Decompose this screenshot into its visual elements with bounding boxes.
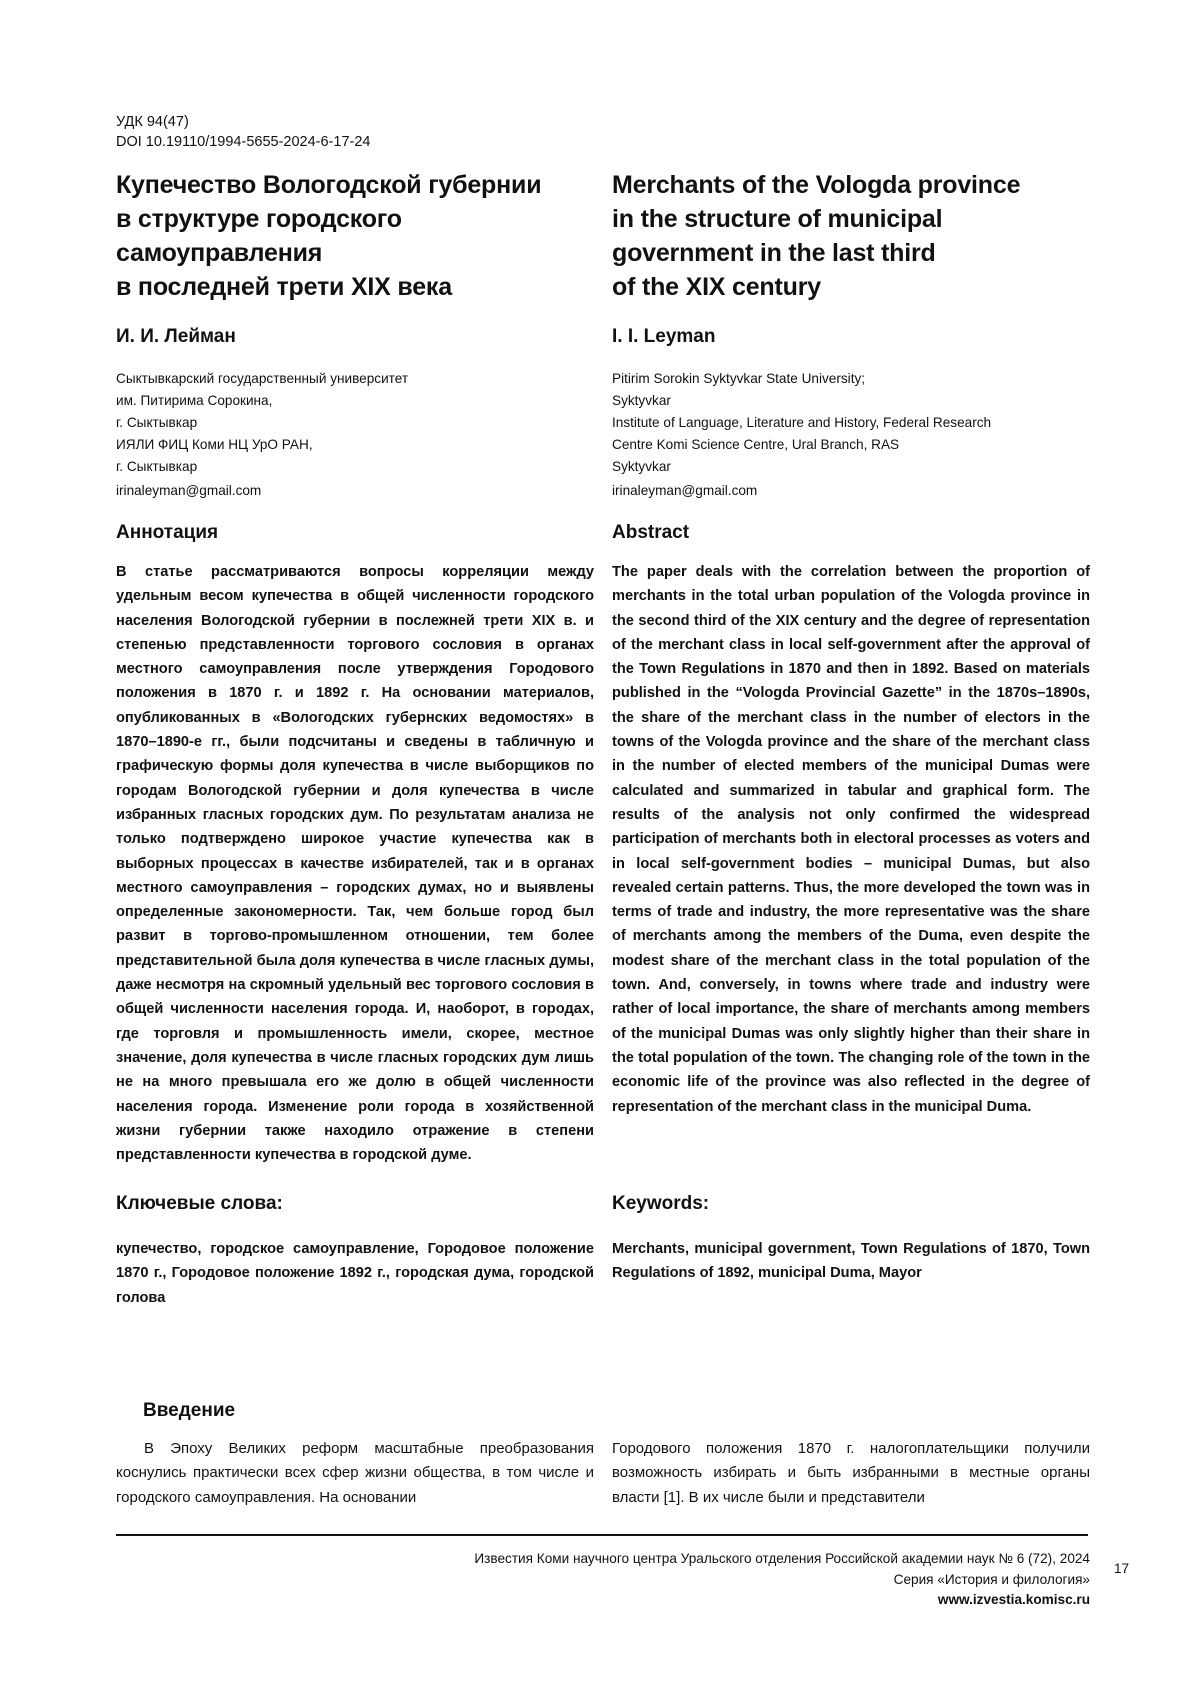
page-number: 17 [1114,1561,1130,1576]
journal-website-link[interactable]: www.izvestia.komisc.ru [937,1592,1090,1607]
email-en[interactable]: irinaleyman@gmail.com [612,483,758,498]
title-en [612,168,1090,304]
journal-series: Серия «История и филология» [893,1571,1090,1587]
title-ru-line: Купечество Вологодской губернии [116,171,542,199]
affiliation-line: Pitirim Sorokin Syktyvkar State University; [612,371,866,386]
affiliation-line: Institute of Language, Literature and History, Federal Research [612,415,992,430]
title-ru-line: в последней трети XIX века [116,273,452,301]
affiliation-line: г. Сыктывкар [116,459,198,474]
affiliation-line: Сыктывкарский государственный университет [116,371,409,386]
udk-code: УДК 94(47) [116,114,189,130]
email-ru[interactable]: irinaleyman@gmail.com [116,483,262,498]
intro-text-right: Городового положения 1870 г. налогоплательщики получили возможность избирать и быть избранными в местные органы власти [1]. В их числе были и представители [612,1440,1090,1506]
affiliation-line: ИЯЛИ ФИЦ Коми НЦ УрО РАН, [116,437,313,452]
affiliation-ru [116,368,594,478]
abstract-ru: В статье рассматриваются вопросы корреляции между удельным весом купечества в общей численности городского населения Вологодской губернии в послежней трети XIX в. и степенью представленности торгового сословия в органах местного самоуправления после утверждения Городового положения в 1870 г. и 1892 г. На основании материалов, опубликованных в «Вологодских губернских ведомостях» в 1870–1890-е гг., были подсчитаны и сведены в табличную и графическую формы доля купечества в числе выборщиков по городам Вологодской губернии и доля купечества в числе избранных гласных городских дум. По результатам анализа не только подтверждено широкое участие купечества как в выборных процессах в качестве избирателей, так и в органах местного самоуправления – городских думах, но и выявлены определенные закономерности. Так, чем больше город был развит в торгово-промышленном отношении, тем более представительной была доля купечества в числе гласных думы, даже несмотря на скромный удельный вес торгового сословия в общей численности населения города. И, наоборот, в городах, где торговля и промышленность имели, скорее, местное значение, доля купечества в числе гласных городских дум лишь не на много превышала его же долю в общей численности населения города. Изменение роли города в хозяйственной жизни губернии также находило отражение в степени представленности купечества в городской думе. [116,564,594,1164]
keywords-en: Merchants, municipal government, Town Regulations of 1870, Town Regulations of 1892, municipal Duma, Mayor [612,1241,1090,1282]
title-ru [116,168,594,304]
affiliation-line: им. Питирима Сорокина, [116,393,273,408]
keywords-heading-ru: Ключевые слова: [116,1193,283,1214]
title-en-line: in the structure of municipal [612,205,943,233]
keywords-heading-en: Keywords: [612,1193,710,1214]
affiliation-line: Centre Komi Science Centre, Ural Branch, RAS [612,437,900,452]
affiliation-en [612,368,1090,478]
journal-name: Известия Коми научного центра Уральского отделения Российской академии наук № 6 (72), 2024 [474,1551,1090,1566]
abstract-heading-ru: Аннотация [116,522,219,543]
title-en-line: government in the last third [612,239,936,267]
abstract-en: The paper deals with the correlation between the proportion of merchants in the total urban population of the Vologda province in the second third of the XIX century and the degree of representation of the merchant class in local self-government after the approval of the Town Regulations in 1870 and then in 1892. Based on materials published in the “Vologda Provincial Gazette” in the 1870s–1890s, the share of the merchant class in the number of electors in the towns of the Vologda province and the share of the merchant class in the number of elected members of the municipal Dumas were calculated and summarized in tabular and graphical form. The results of the analysis not only confirmed the widespread participation of merchants both in electoral processes as voters and in local self-government bodies – municipal Dumas, but also revealed certain patterns. Thus, the more developed the town was in terms of trade and industry, the more representative was the share of merchants among the members of the Duma, even despite the modest share of the merchant class in the total population of the town. And, conversely, in towns where trade and industry were rather of local importance, the share of merchants among members of the municipal Dumas was only slightly higher than their share in the total population of the town. The changing role of the town in the economic life of the province was also reflected in the degree of representation of the merchant class in the municipal Duma. [612,564,1090,1115]
title-en-line: of the XIX century [612,273,821,301]
author-en: I. I. Leyman [612,326,716,347]
title-ru-line: в структуре городского [116,205,402,233]
intro-heading: Введение [143,1400,236,1421]
abstract-heading-en: Abstract [612,522,690,543]
affiliation-line: г. Сыктывкар [116,415,198,430]
intro-text-left: В Эпоху Великих реформ масштабные преобразования коснулись практически всех сфер жизни общества, в том числе и городского самоуправления. На основании [116,1440,594,1506]
affiliation-line: Syktyvkar [612,393,671,408]
article-identifiers [116,112,594,152]
journal-footer [474,1549,1090,1611]
keywords-ru: купечество, городское самоуправление, Городовое положение 1870 г., Городовое положение 1892 г., городская дума, городской голова [116,1241,594,1306]
doi: DOI 10.19110/1994-5655-2024-6-17-24 [116,134,371,150]
title-ru-line: самоуправления [116,239,323,267]
author-ru: И. И. Лейман [116,326,236,347]
affiliation-line: Syktyvkar [612,459,671,474]
title-en-line: Merchants of the Vologda province [612,171,1021,199]
footer-divider [116,1534,1088,1536]
